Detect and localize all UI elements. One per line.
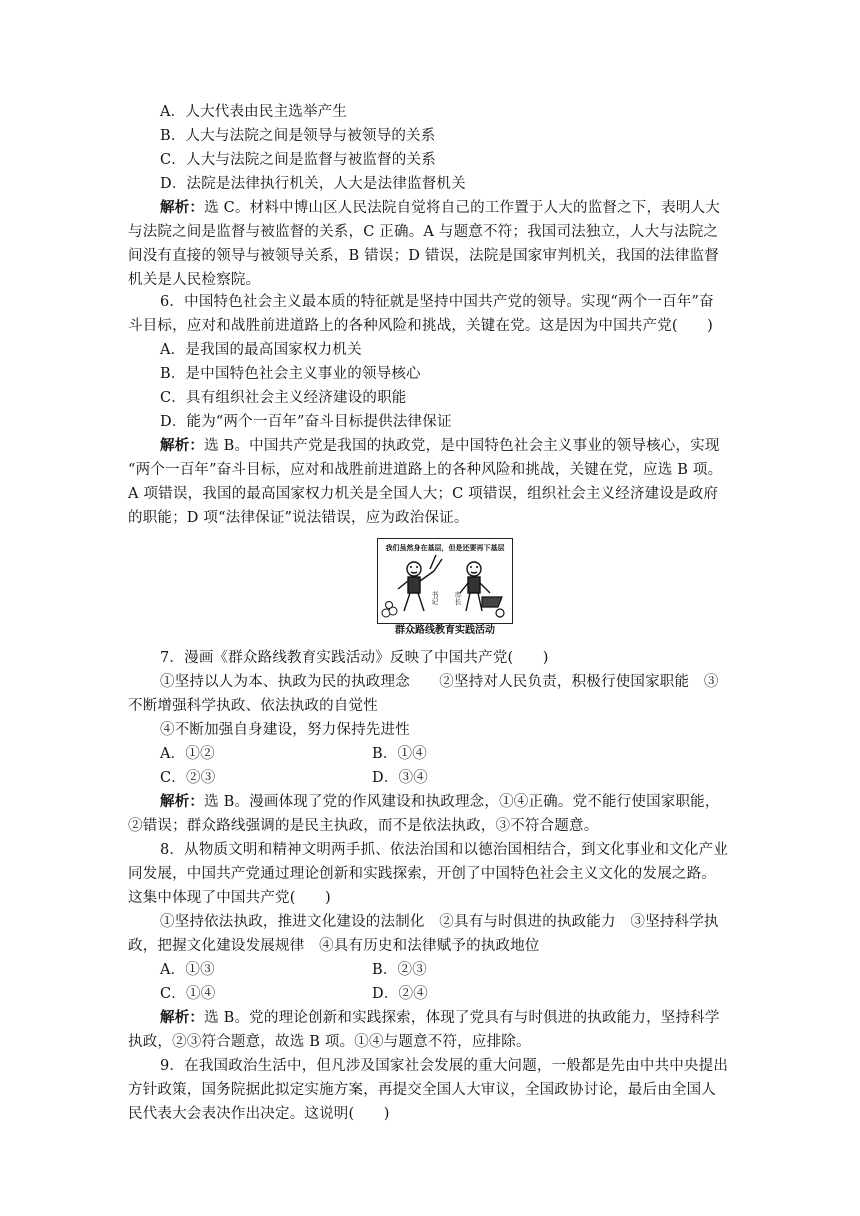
analysis-label: 解析：	[160, 199, 205, 216]
q9-stem-line-3: 民代表大会表决作出决定。这说明( )	[128, 1106, 390, 1122]
bundle-icon	[382, 602, 397, 618]
analysis-label: 解析：	[160, 437, 205, 454]
q5-option-b: B．人大与法院之间是领导与被领导的关系	[160, 128, 436, 144]
q9-stem-line-1: 9．在我国政治生活中，但凡涉及国家社会发展的重大问题，一般都是先由中共中央提出	[160, 1058, 729, 1074]
cartoon-figure	[377, 538, 513, 638]
q6-stem-line-1: 6．中国特色社会主义最本质的特征就是坚持中国共产党的领导。实现“两个一百年”奋	[160, 294, 714, 310]
q5-analysis-line-3: 间没有直接的领导与被领导关系，B 错误；D 错误，法院是国家审判机关，我国的法律监督	[128, 248, 719, 264]
q8-stem-line-2: 同发展，中国共产党通过理论创新和实践探索，开创了中国特色社会主义文化的发展之路。	[128, 866, 716, 882]
q5-analysis-line-4: 机关是人民检察院。	[128, 272, 261, 288]
label-secretary: 书记	[431, 591, 439, 605]
q8-stem-line-1: 8．从物质文明和精神文明两手抓、依法治国和以德治国相结合，到文化事业和文化产业	[160, 842, 729, 858]
wheelbarrow-icon	[482, 597, 504, 617]
q8-analysis-line-2: 执政，②③符合题意，故选 B 项。①④与题意不符，应排除。	[128, 1034, 531, 1050]
q7-analysis-line-1	[160, 792, 720, 812]
label-mayor: 市长	[454, 591, 462, 605]
analysis-label: 解析：	[160, 1009, 205, 1026]
q9-stem-line-2: 方针政策，国务院据此拟定实施方案，再提交全国人大审议，全国政协讨论，最后由全国人	[128, 1082, 716, 1098]
cartoon-frame	[377, 538, 513, 624]
analysis-text: 选 B。漫画体现了党的作风建设和执政理念，①④正确。党不能行使国家职能，	[204, 794, 720, 810]
q8-option-d: D．②④	[372, 986, 428, 1002]
q7-option-c: C．②③	[160, 770, 216, 786]
q5-option-c: C．人大与法院之间是监督与被监督的关系	[160, 152, 436, 168]
cartoon-illustration	[378, 539, 512, 623]
q8-statements-line-2: 政，把握文化建设发展规律 ④具有历史和法律赋予的执政地位	[128, 938, 540, 954]
q8-stem-line-3: 这集中体现了中国共产党( )	[128, 890, 331, 906]
q6-option-a: A．是我国的最高国家权力机关	[160, 342, 362, 358]
q8-option-c: C．①④	[160, 986, 216, 1002]
cartoon-caption: 群众路线教育实践活动	[395, 625, 495, 636]
q7-statements-line-2: 不断增强科学执政、依法执政的自觉性	[128, 698, 378, 714]
q8-statements-line-1: ①坚持依法执政，推进文化建设的法制化 ②具有与时俱进的执政能力 ③坚持科学执	[160, 914, 719, 930]
cartoon-banner-text: 我们虽然身在基层，但是还要再下基层	[385, 544, 505, 552]
q6-option-b: B．是中国特色社会主义事业的领导核心	[160, 366, 421, 382]
q5-option-d: D．法院是法律执行机关，人大是法律监督机关	[160, 176, 466, 192]
analysis-text: 选 C。材料中博山区人民法院自觉将自己的工作置于人大的监督之下，表明人大	[204, 200, 721, 216]
q6-analysis-line-3: A 项错误，我国的最高国家权力机关是全国人大；C 项错误，组织社会主义经济建设是政府	[128, 486, 719, 502]
q6-stem-line-2: 斗目标，应对和战胜前进道路上的各种风险和挑战，关键在党。这是因为中国共产党( )	[128, 318, 714, 334]
q6-analysis-line-1	[160, 436, 720, 456]
q7-statements-line-3: ④不断加强自身建设，努力保持先进性	[160, 722, 410, 738]
q7-statements-line-1: ①坚持以人为本、执政为民的执政理念 ②坚持对人民负责，积极行使国家职能 ③	[160, 674, 719, 690]
q8-analysis-line-1	[160, 1008, 720, 1028]
q7-stem: 7．漫画《群众路线教育实践活动》反映了中国共产党( )	[160, 650, 549, 666]
q8-option-a: A．①③	[160, 962, 215, 978]
q6-option-c: C．具有组织社会主义经济建设的职能	[160, 390, 407, 406]
q6-option-d: D．能为“两个一百年”奋斗目标提供法律保证	[160, 414, 452, 430]
q7-option-d: D．③④	[372, 770, 428, 786]
q6-analysis-line-2: “两个一百年”奋斗目标，应对和战胜前进道路上的各种风险和挑战，关键在党，应选 B 项。	[128, 462, 723, 478]
q5-option-a: A．人大代表由民主选举产生	[160, 104, 348, 120]
q7-option-a: A．①②	[160, 746, 215, 762]
q7-option-b: B．①④	[372, 746, 427, 762]
q8-option-b: B．②③	[372, 962, 427, 978]
q6-analysis-line-4: 的职能；D 项“法律保证”说法错误，应为政治保证。	[128, 510, 469, 526]
q7-analysis-line-2: ②错误；群众路线强调的是民主执政，而不是依法执政，③不符合题意。	[128, 818, 599, 834]
analysis-text: 选 B。党的理论创新和实践探索，体现了党具有与时俱进的执政能力，坚持科学	[204, 1010, 720, 1026]
q5-analysis-line-2: 与法院之间是监督与被监督的关系，C 正确。A 与题意不符；我国司法独立，人大与法院之	[128, 224, 719, 240]
analysis-text: 选 B。中国共产党是我国的执政党，是中国特色社会主义事业的领导核心，实现	[204, 438, 720, 454]
analysis-label: 解析：	[160, 793, 205, 810]
q5-analysis-line-1	[160, 198, 720, 218]
